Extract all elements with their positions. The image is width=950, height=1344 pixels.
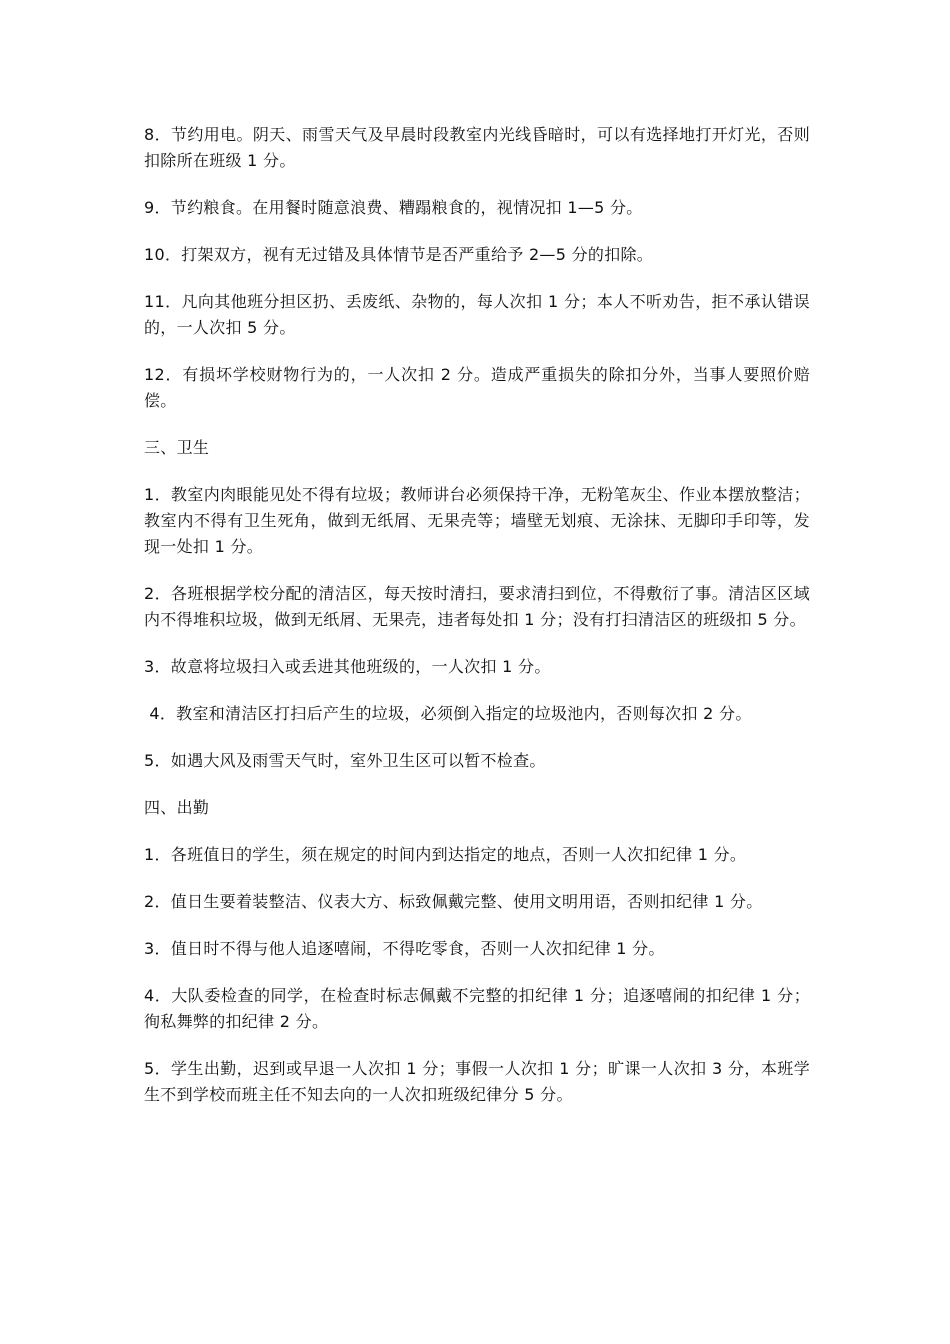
hygiene-rule-4: 4．教室和清洁区打扫后产生的垃圾，必须倒入指定的垃圾池内，否则每次扣 2 分。 <box>144 704 752 723</box>
hygiene-rule-5: 5．如遇大风及雨雪天气时，室外卫生区可以暂不检查。 <box>144 751 546 770</box>
attendance-rule-3: 3．值日时不得与他人追逐嘻闹，不得吃零食，否则一人次扣纪律 1 分。 <box>144 939 665 958</box>
section-heading-attendance: 四、出勤 <box>144 798 210 817</box>
attendance-rule-2: 2．值日生要着装整洁、仪表大方、标致佩戴完整、使用文明用语，否则扣纪律 1 分。 <box>144 892 763 911</box>
rule-8-save-electricity: 8．节约用电。阴天、雨雪天气及早晨时段教室内光线昏暗时，可以有选择地打开灯光，否则扣除所在班级 1 分。 <box>144 125 810 170</box>
document-body <box>144 122 810 1129</box>
rule-10-fighting: 10．打架双方，视有无过错及具体情节是否严重给予 2—5 分的扣除。 <box>144 245 654 264</box>
rule-9-save-food: 9．节约粮食。在用餐时随意浪费、糟蹋粮食的，视情况扣 1—5 分。 <box>144 198 643 217</box>
attendance-rule-1: 1．各班值日的学生，须在规定的时间内到达指定的地点，否则一人次扣纪律 1 分。 <box>144 845 747 864</box>
rule-11-littering: 11．凡向其他班分担区扔、丢废纸、杂物的，每人次扣 1 分；本人不听劝告，拒不承认错误的，一人次扣 5 分。 <box>144 292 810 337</box>
section-heading-hygiene: 三、卫生 <box>144 438 210 457</box>
hygiene-rule-2: 2．各班根据学校分配的清洁区，每天按时清扫，要求清扫到位，不得敷衍了事。清洁区区域内不得堆积垃圾，做到无纸屑、无果壳，违者每处扣 1 分；没有打扫清洁区的班级扣 5 分。 <box>144 584 810 629</box>
rule-12-property-damage: 12．有损坏学校财物行为的，一人次扣 2 分。造成严重损失的除扣分外，当事人要照价赔偿。 <box>144 365 810 410</box>
hygiene-rule-1: 1．教室内肉眼能见处不得有垃圾；教师讲台必须保持干净，无粉笔灰尘、作业本摆放整洁；教室内不得有卫生死角，做到无纸屑、无果壳等；墙壁无划痕、无涂抹、无脚印手印等，发现一处扣 1 分。 <box>144 485 810 556</box>
hygiene-rule-3: 3．故意将垃圾扫入或丢进其他班级的，一人次扣 1 分。 <box>144 657 551 676</box>
attendance-rule-4: 4．大队委检查的同学，在检查时标志佩戴不完整的扣纪律 1 分；追逐嘻闹的扣纪律 1 分；徇私舞弊的扣纪律 2 分。 <box>144 986 810 1031</box>
attendance-rule-5: 5．学生出勤，迟到或早退一人次扣 1 分；事假一人次扣 1 分；旷课一人次扣 3 分，本班学生不到学校而班主任不知去向的一人次扣班级纪律分 5 分。 <box>144 1059 810 1104</box>
